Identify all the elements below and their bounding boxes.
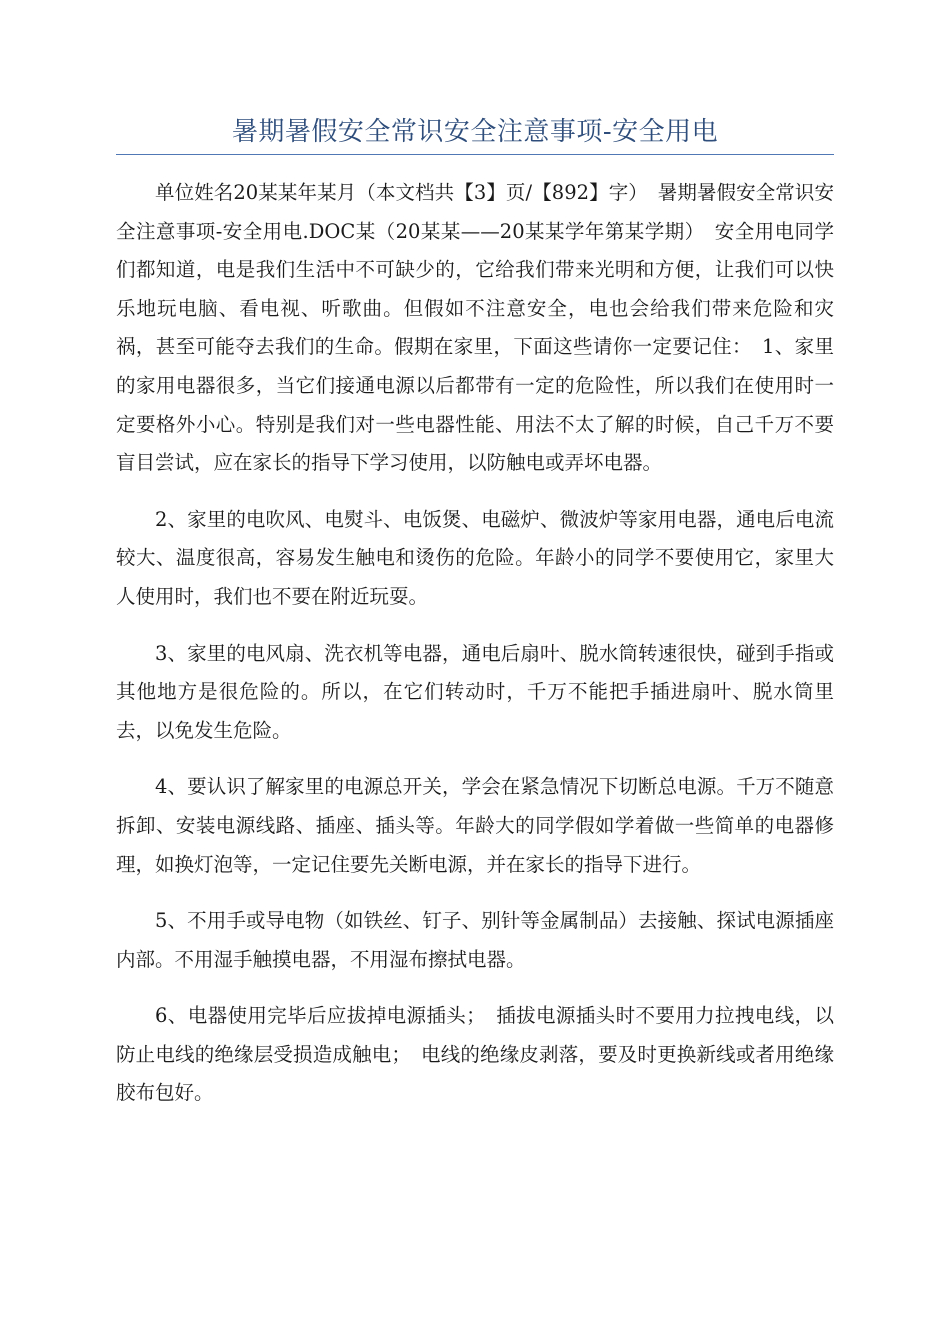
paragraph-item-4: 4、要认识了解家里的电源总开关，学会在紧急情况下切断总电源。千万不随意拆卸、安装电源线路、插座、插头等。年龄大的同学假如学着做一些简单的电器修理，如换灯泡等，一定记住要先关断电源，并在家长的指导下进行。 [116, 775, 834, 876]
paragraph-item-5: 5、不用手或导电物（如铁丝、钉子、别针等金属制品）去接触、探试电源插座内部。不用湿手触摸电器，不用湿布擦拭电器。 [116, 909, 834, 971]
paragraph-item-6: 6、电器使用完毕后应拔掉电源插头； 插拔电源插头时不要用力拉拽电线，以防止电线的绝缘层受损造成触电； 电线的绝缘皮剥落，要及时更换新线或者用绝缘胶布包好。 [116, 1004, 834, 1105]
document-title: 暑期暑假安全常识安全注意事项-安全用电 [231, 117, 719, 147]
paragraph-item-3: 3、家里的电风扇、洗衣机等电器，通电后扇叶、脱水筒转速很快，碰到手指或其他地方是很危险的。所以，在它们转动时，千万不能把手插进扇叶、脱水筒里去，以免发生危险。 [116, 641, 834, 742]
paragraph-intro: 单位姓名20某某年某月（本文档共【3】页/【892】字） 暑期暑假安全常识安全注意事项-安全用电.DOC某（20某某——20某某学年第某学期） 安全用电同学们都知道，电是我们生活中不可缺少的，它给我们带来光明和方便，让我们可以快乐地玩电脑、看电视、听歌曲。但假如不注意安全，电也会给我们带来危险和灾祸，甚至可能夺去我们的生命。假期在家里，下面这些请你一定要记住： 1、家里的家用电器很多，当它们接通电源以后都带有一定的危险性，所以我们在使用时一定要格外小心。特别是我们对一些电器性能、用法不太了解的时候，自己千万不要盲目尝试，应在家长的指导下学习使用，以防触电或弄坏电器。 [116, 181, 834, 475]
document-body [116, 174, 834, 1131]
paragraph-item-2: 2、家里的电吹风、电熨斗、电饭煲、电磁炉、微波炉等家用电器，通电后电流较大、温度很高，容易发生触电和烫伤的危险。年龄小的同学不要使用它，家里大人使用时，我们也不要在附近玩耍。 [116, 507, 834, 608]
title-underline [116, 154, 834, 155]
